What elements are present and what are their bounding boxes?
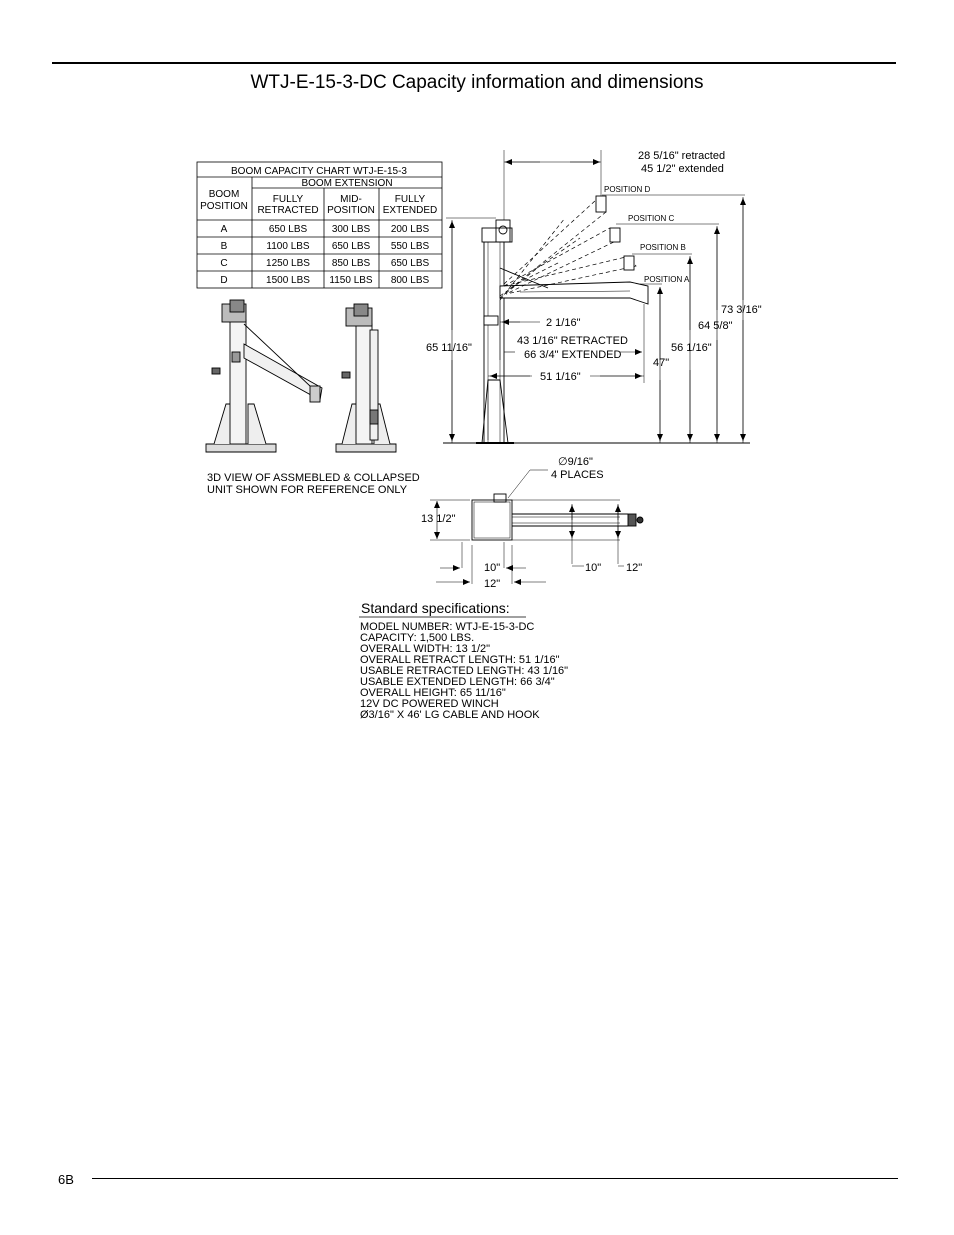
svg-text:D: D xyxy=(220,275,228,286)
svg-text:C: C xyxy=(220,258,228,269)
dim-56-1-16: 56 1/16" xyxy=(671,342,712,354)
col-retracted-header-1: FULLY xyxy=(272,194,304,205)
view-3d-caption-2: UNIT SHOWN FOR REFERENCE ONLY xyxy=(207,484,408,496)
spec-line: USABLE RETRACTED LENGTH: 43 1/16" xyxy=(360,665,569,677)
dim-2-1-16: 2 1/16" xyxy=(546,317,581,329)
dim-10-right: 10" xyxy=(585,562,602,574)
svg-text:550 LBS: 550 LBS xyxy=(390,241,430,252)
dim-64-5-8: 64 5/8" xyxy=(698,320,733,332)
hole-diameter-label: ∅9/16" xyxy=(558,456,593,468)
dim-12-bottom: 12" xyxy=(484,578,501,590)
position-a-label: POSITION A xyxy=(644,275,690,284)
page-title: WTJ-E-15-3-DC Capacity information and dimensions xyxy=(250,72,704,93)
dim-51-1-16: 51 1/16" xyxy=(540,371,581,383)
dim-13-1-2: 13 1/2" xyxy=(421,513,456,525)
svg-text:B: B xyxy=(220,241,228,252)
specs-heading: Standard specifications: xyxy=(361,600,510,616)
spec-line: MODEL NUMBER: WTJ-E-15-3-DC xyxy=(360,621,535,633)
spec-line: OVERALL WIDTH: 13 1/2" xyxy=(360,643,491,655)
svg-text:300 LBS: 300 LBS xyxy=(331,224,371,235)
hole-places-label: 4 PLACES xyxy=(551,469,604,481)
side-elevation-view xyxy=(443,150,750,443)
position-b-label: POSITION B xyxy=(640,243,686,252)
position-c-label: POSITION C xyxy=(628,214,675,223)
svg-text:650 LBS: 650 LBS xyxy=(331,241,371,252)
svg-text:200 LBS: 200 LBS xyxy=(390,224,430,235)
position-d-label: POSITION D xyxy=(604,185,651,194)
boom-extension-header: BOOM EXTENSION xyxy=(301,178,393,189)
col-retracted-header-2: RETRACTED xyxy=(257,205,319,216)
col-mid-header-2: POSITION xyxy=(327,205,375,216)
footer-rule xyxy=(92,1178,898,1179)
col-extended-header-1: FULLY xyxy=(394,194,426,205)
dim-12-right: 12" xyxy=(626,562,643,574)
dim-47: 47" xyxy=(653,357,670,369)
top-plan-view xyxy=(430,470,643,584)
spec-line: Ø3/16" X 46' LG CABLE AND HOOK xyxy=(360,709,540,721)
dim-retracted: 43 1/16" RETRACTED xyxy=(517,335,628,347)
reach-retracted-label: 28 5/16" retracted xyxy=(638,150,726,162)
svg-text:A: A xyxy=(220,224,228,235)
view-3d-caption-1: 3D VIEW OF ASSMEBLED & COLLAPSED xyxy=(207,472,420,484)
chart-title: BOOM CAPACITY CHART WTJ-E-15-3 xyxy=(231,166,407,177)
svg-text:1250 LBS: 1250 LBS xyxy=(266,258,310,269)
svg-text:850 LBS: 850 LBS xyxy=(331,258,371,269)
boom-position-header-1: BOOM xyxy=(208,189,240,200)
svg-text:650 LBS: 650 LBS xyxy=(268,224,308,235)
boom-position-header-2: POSITION xyxy=(200,201,248,212)
view-3d-assembled xyxy=(206,300,322,452)
svg-text:1150 LBS: 1150 LBS xyxy=(329,275,373,286)
svg-text:650 LBS: 650 LBS xyxy=(390,258,430,269)
dim-73-3-16: 73 3/16" xyxy=(721,304,762,316)
spec-line: 12V DC POWERED WINCH xyxy=(360,698,499,710)
dim-10-bottom: 10" xyxy=(484,562,501,574)
reach-extended-label: 45 1/2" extended xyxy=(641,163,724,175)
spec-line: OVERALL HEIGHT: 65 11/16" xyxy=(360,687,506,699)
svg-text:1500 LBS: 1500 LBS xyxy=(266,275,310,286)
spec-line: USABLE EXTENDED LENGTH: 66 3/4" xyxy=(360,676,555,688)
svg-text:800 LBS: 800 LBS xyxy=(390,275,430,286)
view-3d-collapsed xyxy=(336,304,396,452)
dim-extended: 66 3/4" EXTENDED xyxy=(524,349,622,361)
dim-65-11-16: 65 11/16" xyxy=(426,342,472,354)
specs-list xyxy=(360,621,568,721)
spec-line: OVERALL RETRACT LENGTH: 51 1/16" xyxy=(360,654,560,666)
page-number: 6B xyxy=(58,1172,74,1187)
col-extended-header-2: EXTENDED xyxy=(382,205,438,216)
spec-line: CAPACITY: 1,500 LBS. xyxy=(360,632,475,644)
svg-text:1100 LBS: 1100 LBS xyxy=(266,241,310,252)
col-mid-header-1: MID- xyxy=(340,194,362,205)
